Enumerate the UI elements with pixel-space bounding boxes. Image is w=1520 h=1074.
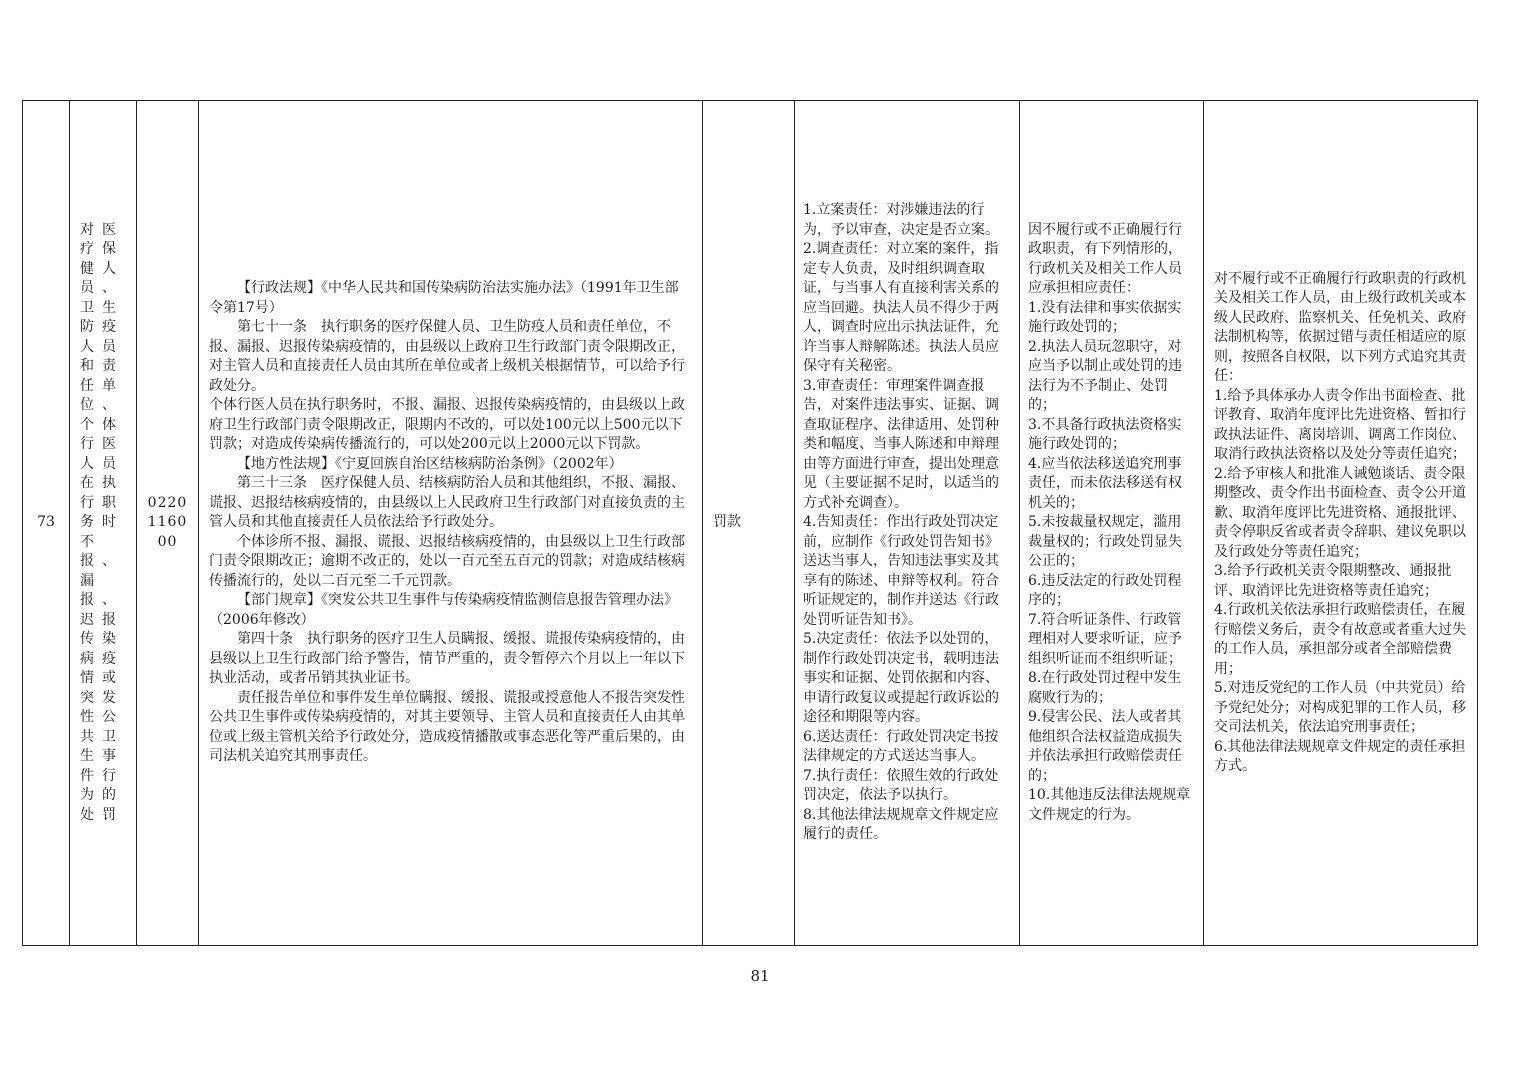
- circumstance-item: 1.没有法律和事实依据实施行政处罚的；: [1028, 299, 1182, 336]
- accountability-item: 1.给予具体承办人责令作出书面检查、批评教育、取消年度评比先进资格、暂扣行政执法证件、离岗培训、调离工作岗位、取消行政执法资格以及处分等责任追究；: [1214, 387, 1466, 462]
- accountability-list: [1214, 387, 1467, 777]
- page-number: 81: [750, 967, 770, 985]
- legal-basis-paragraph: 【行政法规】《中华人民共和国传染病防治法实施办法》（1991年卫生部令第17号）: [209, 280, 679, 316]
- item-name: 对医疗保健人员、卫生防疫人员和责任单位、个体行医人员在执行职务时不报、漏报、迟报传染病疫情或突发性公共卫生事件行为的处罚: [80, 221, 124, 823]
- circumstance-item: 6.违反法定的行政处罚程序的；: [1028, 572, 1182, 609]
- circumstance-item: 5.未按裁量权规定，滥用裁量权的；行政处罚显失公正的；: [1028, 514, 1182, 570]
- legal-basis-paragraph: 第四十条 执行职务的医疗卫生人员瞒报、缓报、谎报传染病疫情的，由县级以上卫生行政部门给予警告，情节严重的，责令暂停六个月以上一年以下执业活动，或者吊销其执业证书。: [209, 631, 685, 687]
- duty-item: 1.立案责任：对涉嫌违法的行为，予以审查，决定是否立案。: [803, 202, 999, 238]
- duty-item: 6.送达责任：行政处罚决定书按法律规定的方式送达当事人。: [803, 728, 999, 765]
- duty-item: 3.审查责任：审理案件调查报告，对案件违法事实、证据、调查取证程序、法律适用、处罚种类和幅度、当事人陈述和申辩理由等方面进行审查，提出处理意见（主要证据不足时，以适当的方式补充调查）。: [803, 377, 999, 511]
- duty-item: 2.调查责任：对立案的案件，指定专人负责，及时组织调查取证，与当事人有直接利害关系的应当回避。执法人员不得少于两人，调查时应出示执法证件，允许当事人辩解陈述。执法人员应保守有关秘密。: [803, 241, 999, 375]
- circumstance-item: 7.符合听证条件、行政管理相对人要求听证，应予组织听证而不组织听证；: [1028, 611, 1182, 667]
- item-code: 0220116000: [147, 494, 188, 550]
- legal-basis-paragraph: 个体诊所不报、漏报、谎报、迟报结核病疫情的，由县级以上卫生行政部门责令限期改正；逾期不改正的，处以一百元至五百元的罚款；对造成结核病传播流行的，处以二百元至二千元罚款。: [209, 533, 685, 589]
- circumstance-item: 9.侵害公民、法人或者其他组织合法权益造成损失并依法承担行政赔偿责任的；: [1028, 709, 1182, 784]
- accountability-item: 3.给予行政机关责令限期整改、通报批评、取消评比先进资格等责任追究；: [1214, 563, 1452, 599]
- legal-basis-paragraph: 责任报告单位和事件发生单位瞒报、缓报、谎报或授意他人不报告突发性公共卫生事件或传染病疫情的，对其主要领导、主管人员和直接责任人由其单位或上级主管机关给予行政处分，造成疫情播散或事态恶化等严重后果的，由司法机关追究其刑事责任。: [209, 689, 685, 765]
- table-row: [23, 101, 1478, 946]
- accountability-intro: 对不履行或不正确履行行政职责的行政机关及相关工作人员，由上级行政机关或本级人民政府、监察机关、任免机关、政府法制机构等，依据过错与责任相适应的原则，按照各自权限，以下列方式追究其责任：: [1214, 270, 1466, 384]
- circumstances-list: [1028, 299, 1195, 826]
- legal-basis-cell: [199, 101, 703, 946]
- duty-item: 4.告知责任：作出行政处罚决定前，应制作《行政处罚告知书》送达当事人，告知违法事实及其享有的陈述、申辩等权利。符合听证规定的，制作并送达《行政处罚听证告知书》。: [803, 514, 999, 628]
- responsibility-table: [22, 100, 1478, 946]
- item-name-cell: [70, 101, 137, 946]
- duty-item: 5.决定责任：依法予以处罚的，制作行政处罚决定书，载明违法事实和证据、处罚依据和内容、申请行政复议或提起行政诉讼的途径和期限等内容。: [803, 631, 999, 726]
- accountability-item: 4.行政机关依法承担行政赔偿责任，在履行赔偿义务后，责令有故意或者重大过失的工作人员，承担部分或者全部赔偿费用；: [1214, 602, 1466, 677]
- circumstance-item: 3.不具备行政执法资格实施行政处罚的；: [1028, 416, 1182, 453]
- duty-item: 8.其他法律法规规章文件规定应履行的责任。: [803, 806, 999, 843]
- duties-cell: [795, 101, 1020, 946]
- legal-basis-paragraph: 【部门规章】《突发公共卫生事件与传染病疫情监测信息报告管理办法》（2006年修改）: [209, 592, 678, 628]
- legal-basis-list: [209, 279, 692, 767]
- legal-basis-paragraph: 第三十三条 医疗保健人员、结核病防治人员和其他组织，不报、漏报、谎报、迟报结核病疫情的，由县级以上人民政府卫生行政部门对直接负责的主管人员和其他直接责任人员依法给予行政处分。: [209, 475, 685, 531]
- accountability-cell: [1204, 101, 1478, 946]
- penalty-type: 罚款: [713, 514, 741, 531]
- row-number: 73: [37, 514, 55, 531]
- circumstance-item: 4.应当依法移送追究刑事责任，而未依法移送有权机关的；: [1028, 455, 1182, 511]
- circumstance-item: 10.其他违反法律法规规章文件规定的行为。: [1028, 787, 1191, 823]
- legal-basis-paragraph: 【地方性法规】《宁夏回族自治区结核病防治条例》（2002年）: [237, 455, 623, 472]
- circumstance-item: 2.执法人员玩忽职守，对应当予以制止或处罚的违法行为不予制止、处罚的；: [1028, 338, 1182, 414]
- item-code-cell: [137, 101, 199, 946]
- accountability-item: 6.其他法律法规规章文件规定的责任承担方式。: [1214, 738, 1466, 774]
- row-number-cell: [23, 101, 70, 946]
- duties-list: [803, 201, 1011, 845]
- circumstance-item: 8.在行政处罚过程中发生腐败行为的；: [1028, 670, 1182, 706]
- circumstances-cell: [1020, 101, 1204, 946]
- legal-basis-paragraph: 第七十一条 执行职务的医疗保健人员、卫生防疫人员和责任单位，不报、漏报、迟报传染病疫情的，由县级以上政府卫生行政部门责令限期改正，对主管人员和直接责任人员由其所在单位或者上级机关根据情节，可以给予行政处分。: [209, 319, 685, 394]
- duty-item: 7.执行责任：依照生效的行政处罚决定，依法予以执行。: [803, 767, 999, 804]
- accountability-item: 2.给予审核人和批准人诫勉谈话、责令限期整改、责令作出书面检查、责令公开道歉、取消年度评比先进资格、通报批评、责令停职反省或者责令辞职、建议免职以及行政处分等责任追究；: [1214, 465, 1466, 560]
- circumstances-intro: 因不履行或不正确履行行政职责，有下列情形的，行政机关及相关工作人员应承担相应责任：: [1028, 221, 1182, 297]
- legal-basis-paragraph: 个体行医人员在执行职务时，不报、漏报、迟报传染病疫情的，由县级以上政府卫生行政部门责令限期改正，限期内不改的，可以处100元以上500元以下罚款；对造成传染病传播流行的，可以处200元以上2000元以下罚款。: [209, 397, 685, 453]
- accountability-item: 5.对违反党纪的工作人员（中共党员）给予党纪处分；对构成犯罪的工作人员，移交司法机关，依法追究刑事责任；: [1214, 680, 1466, 735]
- penalty-type-cell: [703, 101, 795, 946]
